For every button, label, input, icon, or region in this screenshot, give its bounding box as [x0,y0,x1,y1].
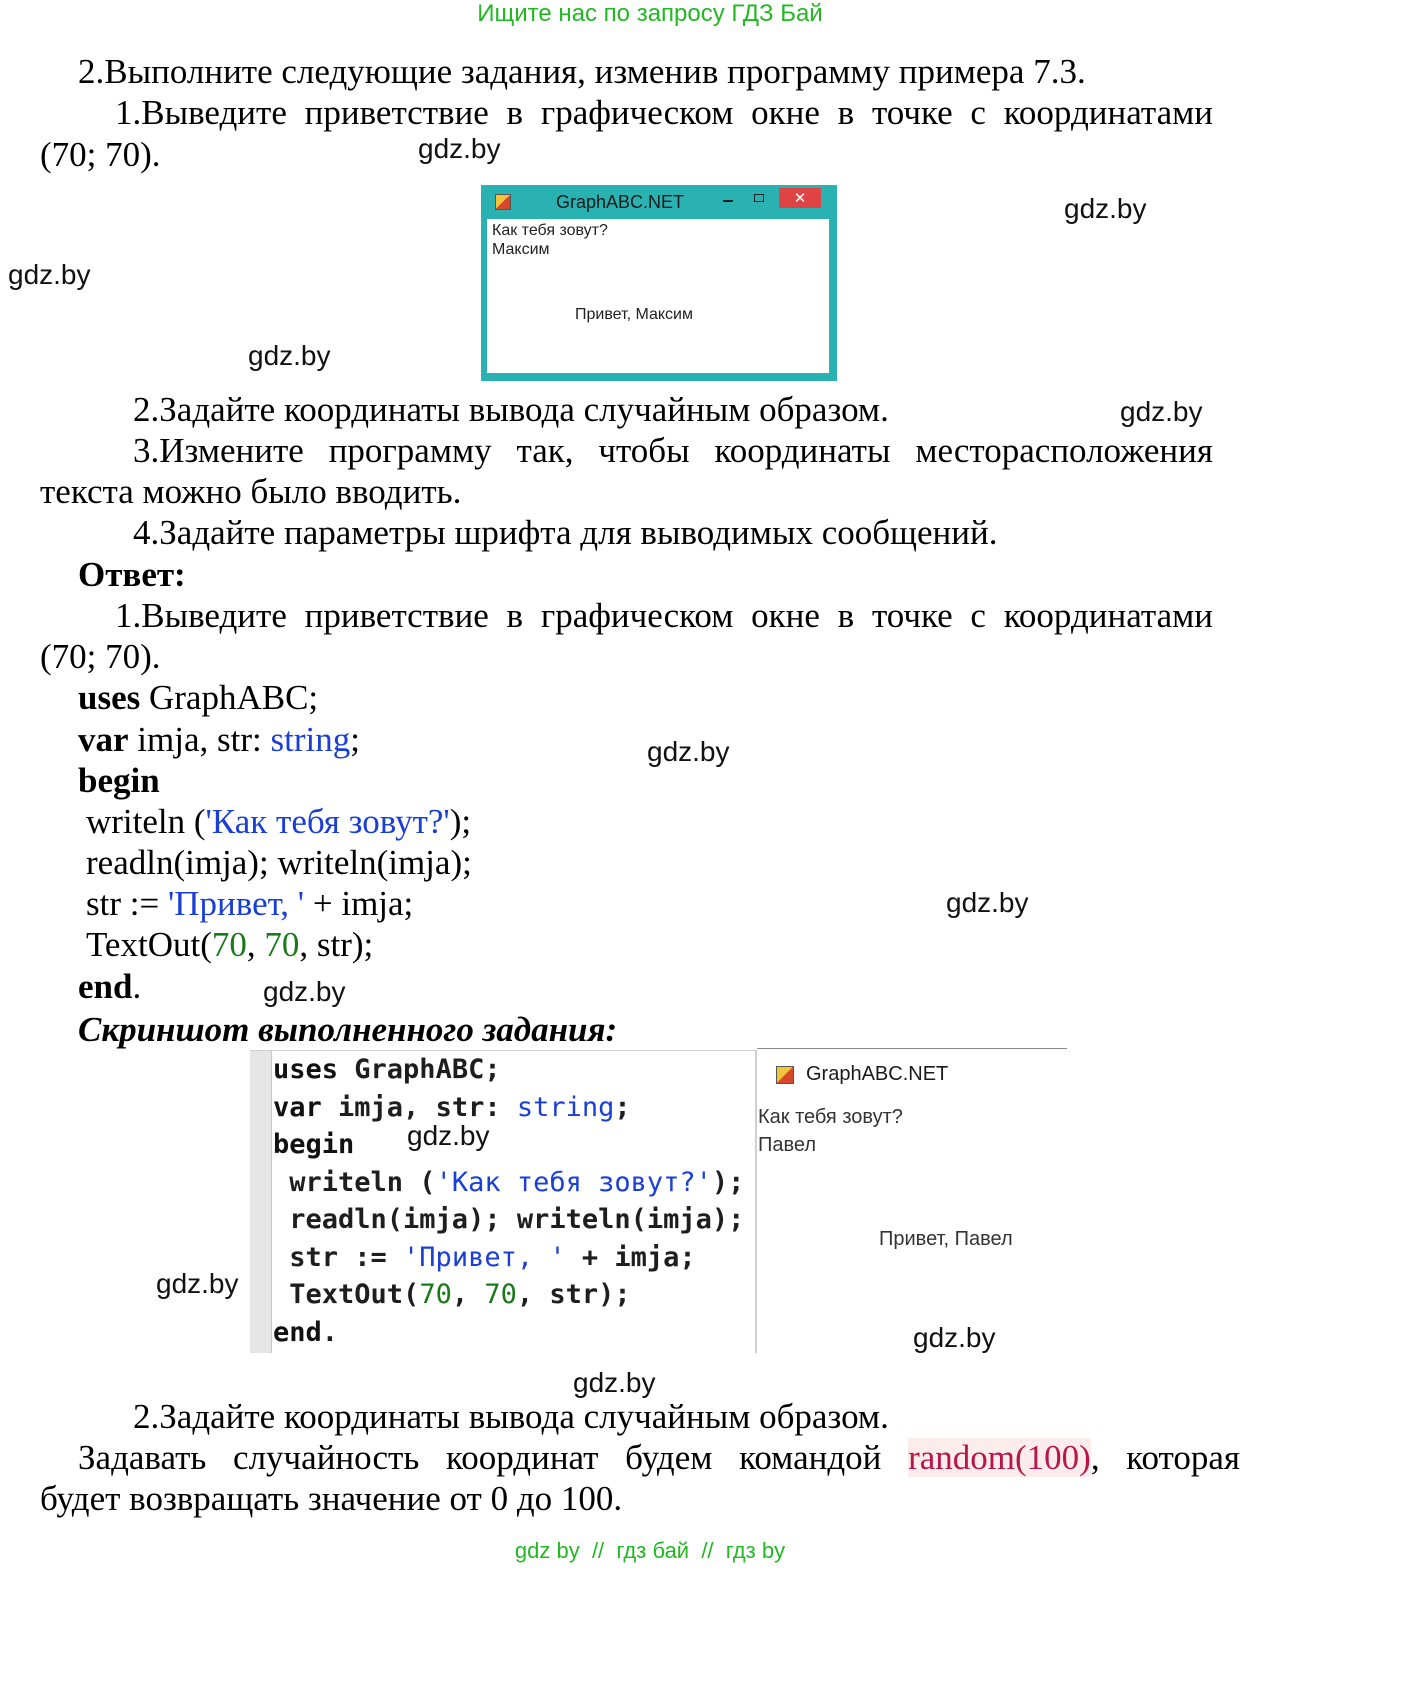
maximize-icon[interactable] [754,194,764,202]
random-line1: Задавать случайность координат будем командой random(100), которая [78,1438,1241,1477]
code-line-uses: uses GraphABC; [78,678,319,717]
header-link[interactable]: Ищите нас по запросу ГДЗ Бай [477,0,823,27]
editor-line: TextOut(70, 70, str); [273,1279,631,1310]
answer-label: Ответ: [78,555,186,594]
window-prompt: Как тебя зовут? [758,1106,903,1128]
code-line-str: str := 'Привет, ' + imja; [86,884,414,923]
window-prompt: Как тебя зовут? [492,222,608,239]
code-line-var: var imja, str: string; [78,720,360,759]
watermark: gdz.by [8,259,91,290]
watermark: gdz.by [946,887,1029,918]
app-icon [776,1066,794,1084]
footer-links[interactable]: gdz by // гдз бай // гдз by [514,1538,786,1563]
random-command: random(100) [908,1438,1091,1477]
watermark: gdz.by [913,1322,996,1353]
watermark: gdz.by [1120,396,1203,427]
editor-line: readln(imja); writeln(imja); [273,1204,745,1235]
window-name: Максим [492,241,550,258]
code-line-writeln: writeln ('Как тебя зовут?'); [86,802,472,841]
editor-line: writeln ('Как тебя зовут?'); [273,1166,745,1198]
editor-line: var imja, str: string; [273,1091,631,1123]
editor-line: str := 'Привет, ' + imja; [273,1241,696,1273]
screenshot-label: Скриншот выполненного задания: [78,1010,618,1049]
answer1-line1: 1.Выведите приветствие в графическом окне в точке с координатами [115,596,1213,635]
window-titlebar [481,185,837,219]
editor-code [273,1051,744,1351]
graphabc-window-maxim [481,185,837,381]
watermark: gdz.by [263,976,346,1007]
graphabc-window-pavel [757,1048,1067,1349]
watermark: gdz.by [647,736,730,767]
window-greeting: Привет, Максим [575,306,693,323]
window-name: Павел [758,1134,817,1156]
random-line2: будет возвращать значение от 0 до 100. [40,1479,623,1518]
code-line-textout: TextOut(70, 70, str); [86,925,374,964]
code-line-readln: readln(imja); writeln(imja); [86,843,472,882]
editor-line: end. [273,1316,339,1348]
code-line-end: end. [78,967,142,1006]
code-line-begin: begin [78,761,160,800]
task2: 2.Задайте координаты вывода случайным образом. [133,390,889,429]
app-icon [495,194,511,210]
watermark: gdz.by [418,133,501,164]
close-button[interactable]: ✕ [779,188,821,208]
answer2: 2.Задайте координаты вывода случайным образом. [133,1397,889,1436]
watermark: gdz.by [407,1120,490,1151]
answer1-line2: (70; 70). [40,637,161,676]
task4: 4.Задайте параметры шрифта для выводимых сообщений. [133,513,998,552]
watermark: gdz.by [156,1268,239,1299]
task-intro: 2.Выполните следующие задания, изменив программу примера 7.3. [78,52,1086,91]
code-editor [250,1050,757,1353]
task1-line2: (70; 70). [40,135,161,174]
task1-line1: 1.Выведите приветствие в графическом окне в точке с координатами [115,93,1213,132]
watermark: gdz.by [573,1367,656,1398]
editor-line: uses GraphABC; [273,1054,501,1085]
window-title: GraphABC.NET [806,1063,949,1085]
task3-line2: текста можно было вводить. [40,472,462,511]
editor-gutter [250,1051,272,1353]
editor-line: begin [273,1129,355,1160]
window-client [487,219,829,373]
minimize-icon[interactable] [723,200,733,202]
window-greeting: Привет, Павел [879,1228,1013,1250]
watermark: gdz.by [248,340,331,371]
window-title: GraphABC.NET [556,192,685,212]
task3-line1: 3.Измените программу так, чтобы координаты месторасположения [133,431,1213,470]
watermark: gdz.by [1064,193,1147,224]
